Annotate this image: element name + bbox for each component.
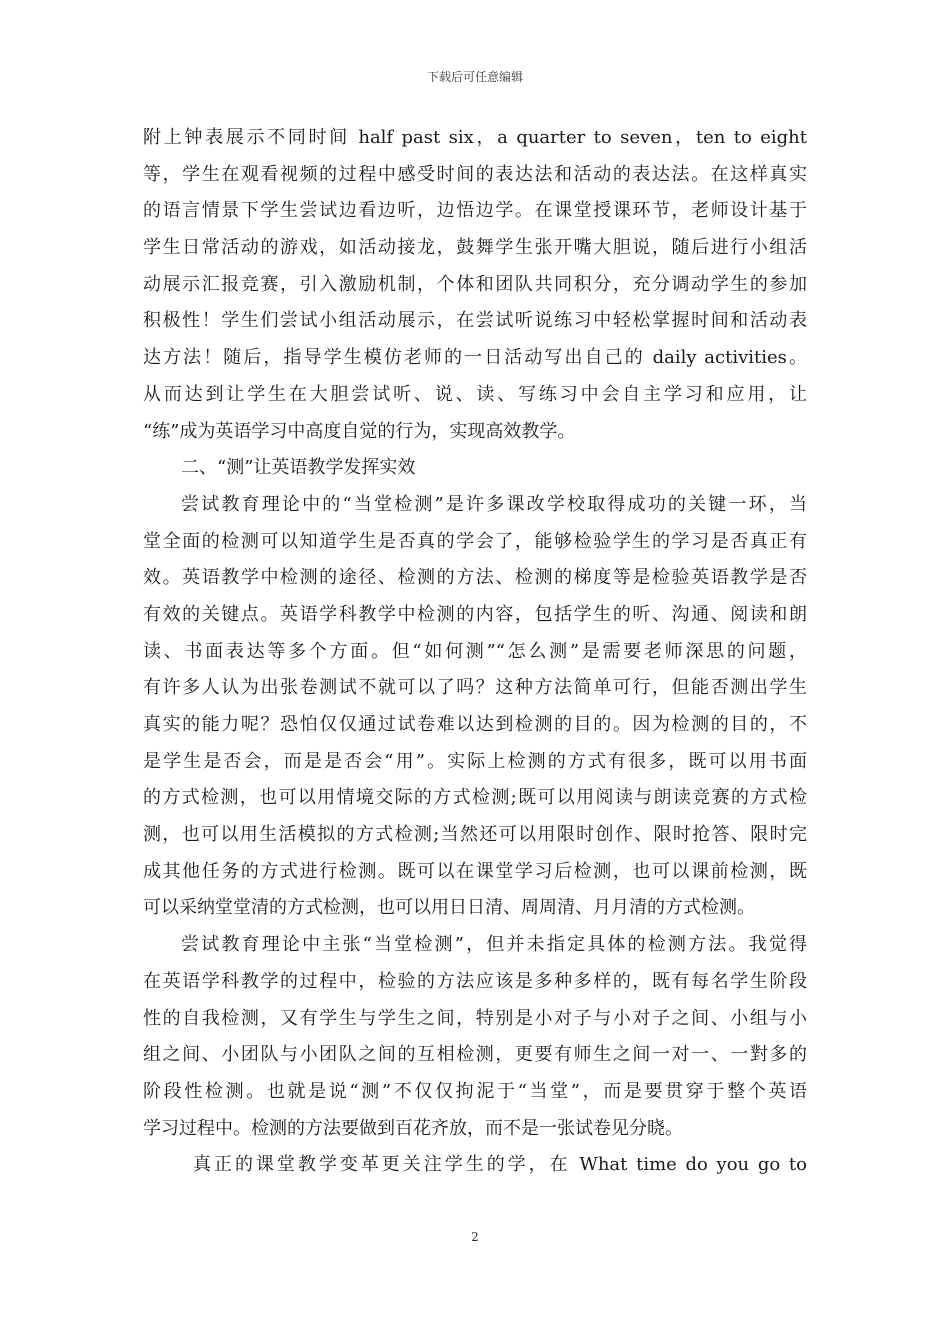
text-line-11: 尝试教育理论中的“当堂检测”是许多课改学校取得成功的关键一环，当 [181, 493, 807, 515]
text-line-24: 在英语学科教学的过程中，检验的方法应该是多种多样的，既有每名学生阶段 [143, 970, 807, 992]
text-line-21: 成其他任务的方式进行检测。既可以在课堂学习后检测，也可以课前检测，既 [143, 860, 807, 882]
text-line-28: 学习过程中。检测的方法要做到百花齐放，而不是一张试卷见分晓。 [143, 1117, 683, 1139]
text-line-27: 阶段性检测。也就是说“测”不仅仅拘泥于“当堂”，而是要贯穿于整个英语 [143, 1080, 807, 1102]
text-line-22: 可以采纳堂堂清的方式检测，也可以用日日清、周周清、月月清的方式检测。 [143, 897, 755, 919]
text-line-26: 组之间、小团队与小团队之间的互相检测，更要有师生之间一对一、一對多的 [143, 1044, 807, 1066]
text-line-19: 的方式检测，也可以用情境交际的方式检测;既可以用阅读与朗读竞赛的方式检 [143, 787, 807, 809]
text-line-2: 等，学生在观看视频的过程中感受时间的表达法和活动的表达法。在这样真实 [143, 163, 807, 185]
text-line-14: 有效的关键点。英语学科教学中检测的内容，包括学生的听、沟通、阅读和朗 [143, 603, 807, 625]
text-line-17: 真实的能力呢？恐怕仅仅通过试卷难以达到检测的目的。因为检测的目的，不 [143, 714, 807, 735]
text-line-12: 堂全面的检测可以知道学生是否真的学会了，能够检验学生的学习是否真正有 [143, 530, 807, 552]
text-line-8: 从而达到让学生在大胆尝试听、说、读、写练习中会自主学习和应用，让 [143, 383, 807, 405]
text-line-5: 动展示汇报竞赛，引入激励机制，个体和团队共同积分，充分调动学生的参加 [143, 273, 807, 295]
text-line-18: 是学生是否会，而是是否会“用”。实际上检测的方式有很多，既可以用书面 [143, 750, 807, 772]
text-line-6: 积极性！学生们尝试小组活动展示，在尝试听说练习中轻松掌握时间和活动表 [143, 310, 807, 332]
text-line-23: 尝试教育理论中主张“当堂检测”，但并未指定具体的检测方法。我觉得 [181, 934, 807, 956]
text-line-13: 效。英语教学中检测的途径、检测的方法、检测的梯度等是检验英语教学是否 [143, 567, 807, 589]
text-line-20: 测，也可以用生活模拟的方式检测;当然还可以用限时创作、限时抢答、限时完 [143, 824, 807, 846]
text-line-7: 达方法！随后，指导学生模仿老师的一日活动写出自己的 daily activities。 [143, 347, 807, 369]
text-line-25: 性的自我检测，又有学生与学生之间，特别是小对子与小对子之间、小组与小 [143, 1007, 807, 1029]
document-body [143, 120, 807, 1184]
text-line-29: 真正的课堂教学变革更关注学生的学，在 What time do you go to [193, 1154, 807, 1176]
text-line-15: 读、书面表达等多个方面。但“如何测”“怎么测”是需要老师深思的问题， [143, 640, 807, 662]
text-line-9: “练”成为英语学习中高度自觉的行为，实现高效教学。 [143, 420, 576, 442]
page-header: 下载后可任意编辑 [426, 70, 523, 84]
page-number: 2 [471, 1230, 479, 1244]
text-line-1: 附上钟表展示不同时间 half past six，a quarter to seven，ten to eight [143, 127, 807, 148]
section-heading: 二、“测”让英语教学发挥实效 [181, 457, 416, 479]
text-line-3: 的语言情景下学生尝试边看边听，边悟边学。在课堂授课环节，老师设计基于 [143, 200, 807, 222]
text-line-16: 有许多人认为出张卷测试不就可以了吗？这种方法简单可行，但能否测出学生 [143, 677, 807, 699]
text-line-4: 学生日常活动的游戏，如活动接龙，鼓舞学生张开嘴大胆说，随后进行小组活 [143, 237, 807, 259]
